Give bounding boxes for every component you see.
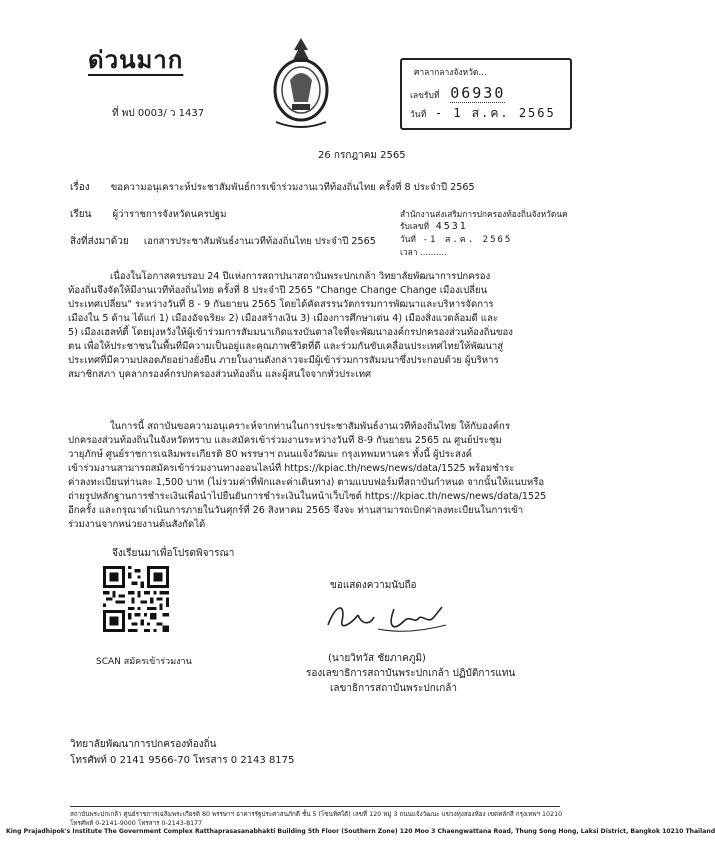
qr-label: SCAN สมัครเข้าร่วมงาน — [96, 657, 192, 667]
recipient-label: เรียน — [70, 209, 92, 220]
reference-number: ที่ พป 0003/ ว 1437 — [112, 108, 205, 119]
subject-label: เรื่อง — [70, 182, 90, 193]
stamp-receipt-label: เลขรับที่ — [410, 91, 440, 101]
footer-address-en: King Prajadhipok's Institute The Government Complex Ratthaprasasanabhakti Building 5th Floor (Southern Zone) 120 Moo 3 Chaengwattana Road, Thung Song Hong, Laksi District, Bangkok 10210 Thailand — [6, 828, 715, 835]
footer-address-th: สถาบันพระปกเกล้า ศูนย์ราชการเฉลิมพระเกียรติ 80 พรรษาฯ อาคารรัฐประศาสนภักดี ชั้น 5 (โซนทิศใต้) เลขที่ 120 หมู่ 3 ถนนแจ้งวัฒนะ แขวงทุ่งสองห้อง เขตหลักสี่ กรุงเทพฯ 10210 — [70, 811, 563, 818]
body-line: วายุภักษ์ ศูนย์ราชการเฉลิมพระเกียรติ 80 พรรษาฯ ถนนแจ้งวัฒนะ กรุงเทพมหานคร ทั้งนี้ ผู้ประสงค์ — [68, 449, 473, 460]
body-line: 5) เมืองเฮลท์ตี้ โดยมุ่งหวังให้ผู้เข้าร่วมการสัมมนาเกิดแรงบันดาลใจที่จะพัฒนาองค์กรปกครองส่วนท้องถิ่นของ — [68, 327, 513, 338]
receipt-stamp — [400, 58, 572, 130]
stamp-receipt-row — [410, 84, 505, 102]
dept-time-label: เวลา — [400, 247, 418, 257]
body-line: ท้องถิ่นจึงจัดให้มีงานเวทีท้องถิ่นไทย ครั้งที่ 8 ประจำปี 2565 "Change Change Change เมืองเปลี่ยน — [68, 285, 488, 296]
contact-phone: โทรศัพท์ 0 2141 9566-70 โทรสาร 0 2143 8175 — [70, 755, 295, 766]
recipient-text: ผู้ว่าราชการจังหวัดนครปฐม — [112, 209, 227, 220]
stamp-date-row — [410, 104, 556, 123]
body-paragraph-1 — [68, 270, 558, 382]
footer-divider — [70, 806, 560, 807]
signature-icon — [318, 595, 458, 641]
subject-row — [70, 181, 475, 195]
enclosure-label: สิ่งที่ส่งมาด้วย — [70, 236, 129, 247]
body-line: เมืองใน 5 ด้าน ได้แก่ 1) เมืองอัจฉริยะ 2) เมืองสร้างเงิน 3) เมืองการศึกษาเด่น 4) เมืองสิ่งแวดล้อมดี และ — [68, 313, 499, 324]
signatory-position-2: เลขาธิการสถาบันพระปกเกล้า — [330, 683, 458, 694]
enclosure-text: เอกสารประชาสัมพันธ์งานเวทีท้องถิ่นไทย ประจำปี 2565 — [143, 236, 376, 247]
footer-phone: โทรศัพท์ 0-2141-9000 โทรสาร 0-2143-8177 — [70, 820, 203, 827]
body-line: ปกครองส่วนท้องถิ่นในจังหวัดทราบ และสมัครเข้าร่วมงานระหว่างวันที่ 8-9 กันยายน 2565 ณ ศูนย์ประชุม — [68, 435, 502, 446]
qr-code-icon[interactable] — [103, 566, 169, 632]
body-line: สมาชิกสภา บุคลากรองค์กรปกครองส่วนท้องถิ่น และผู้สนใจจากทั่วประเทศ — [68, 369, 372, 380]
dept-date-label: วันที่ — [400, 234, 416, 244]
subject-text: ขอความอนุเคราะห์ประชาสัมพันธ์การเข้าร่วมงานเวทีท้องถิ่นไทย ครั้งที่ 8 ประจำปี 2565 — [110, 182, 475, 193]
enclosure-row — [70, 235, 376, 249]
body-line: เข้าร่วมงานสามารถสมัครเข้าร่วมงานทางออนไลน์ที่ https://kpiac.th/news/news/data/1525 พร้อมชำระ — [68, 463, 515, 474]
department-stamp: สำนักงานส่งเสริมการปกครองท้องถิ่นจังหวัดนค รับเลขที่ 4531 วันที่ -1 ส.ค. 2565 เวลา .......... — [400, 208, 600, 258]
body-line: ประเทศที่มีความปลอดภัยอย่างยั่งยืน ภายในงานดังกล่าวจะมีผู้เข้าร่วมการสัมมนาซึ่งประกอบด้วย ผู้บริหาร — [68, 355, 499, 366]
signatory-position: รองเลขาธิการสถาบันพระปกเกล้า ปฏิบัติการแทน — [306, 668, 516, 679]
stamp-date-label: วันที่ — [410, 110, 427, 120]
body-line: อีกครั้ง และกรุณาดำเนินการภายในวันศุกร์ที่ 26 สิงหาคม 2565 จึงจะ ท่านสามารถเบิกค่าลงทะเบียนในการเข้า — [68, 505, 524, 516]
stamp-date-value: - 1 ส.ค. 2565 — [434, 106, 556, 120]
dept-date-value: -1 ส.ค. 2565 — [422, 235, 513, 245]
stamp-title: ศาลากลางจังหวัด... — [414, 68, 487, 78]
urgency-heading: ด่วนมาก — [88, 46, 184, 74]
recipient-row — [70, 208, 226, 222]
letter-date: 26 กรกฎาคม 2565 — [318, 150, 406, 161]
body-line: ตน เพื่อให้ประชาชนในพื้นที่มีความเป็นอยู่และคุณภาพชีวิตที่ดี และร่วมกันขับเคลื่อนประเทศไทยให้พัฒนาสู่ — [68, 341, 504, 352]
body-line: ค่าลงทะเบียนท่านละ 1,500 บาท (ไม่รวมค่าที่พักและค่าเดินทาง) ตามแบบฟอร์มที่สถาบันกำหนด จากนั้นให้แนบหรือ — [68, 477, 545, 488]
body-line: ในการนี้ สถาบันขอความอนุเคราะห์จากท่านในการประชาสัมพันธ์งานเวทีท้องถิ่นไทย ให้กับองค์กร — [110, 421, 510, 432]
body-line: ถ่ายรูปหลักฐานการชำระเงินเพื่อนำไปยืนยันการชำระเงินในหน้าเว็บไซต์ https://kpiac.th/news/news/data/1525 — [68, 491, 547, 502]
closing-text: จึงเรียนมาเพื่อโปรดพิจารณา — [112, 548, 235, 559]
dept-office: สำนักงานส่งเสริมการปกครองท้องถิ่นจังหวัดนค — [400, 209, 568, 219]
dept-recv-label: รับเลขที่ — [400, 221, 430, 231]
signatory-name: (นายวิทวัส ชัยภาคภูมิ) — [328, 653, 426, 664]
body-line: ร่วมงานจากหน่วยงานต้นสังกัดได้ — [68, 519, 206, 530]
body-line: เนื่องในโอกาสครบรอบ 24 ปีแห่งการสถาปนาสถาบันพระปกเกล้า วิทยาลัยพัฒนาการปกครอง — [110, 271, 491, 282]
stamp-receipt-number: 06930 — [450, 84, 506, 102]
body-line: ประเทศเปลี่ยน" ระหว่างวันที่ 8 - 9 กันยายน 2565 โดยได้คัดสรรนวัตกรรมการพัฒนาและบริหารจัดการ — [68, 299, 494, 310]
body-paragraph-2 — [68, 420, 558, 532]
regards-text: ขอแสดงความนับถือ — [330, 580, 417, 591]
contact-organization: วิทยาลัยพัฒนาการปกครองท้องถิ่น — [70, 739, 217, 750]
royal-emblem-icon — [268, 36, 334, 132]
dept-recv-number: 4531 — [435, 221, 468, 232]
